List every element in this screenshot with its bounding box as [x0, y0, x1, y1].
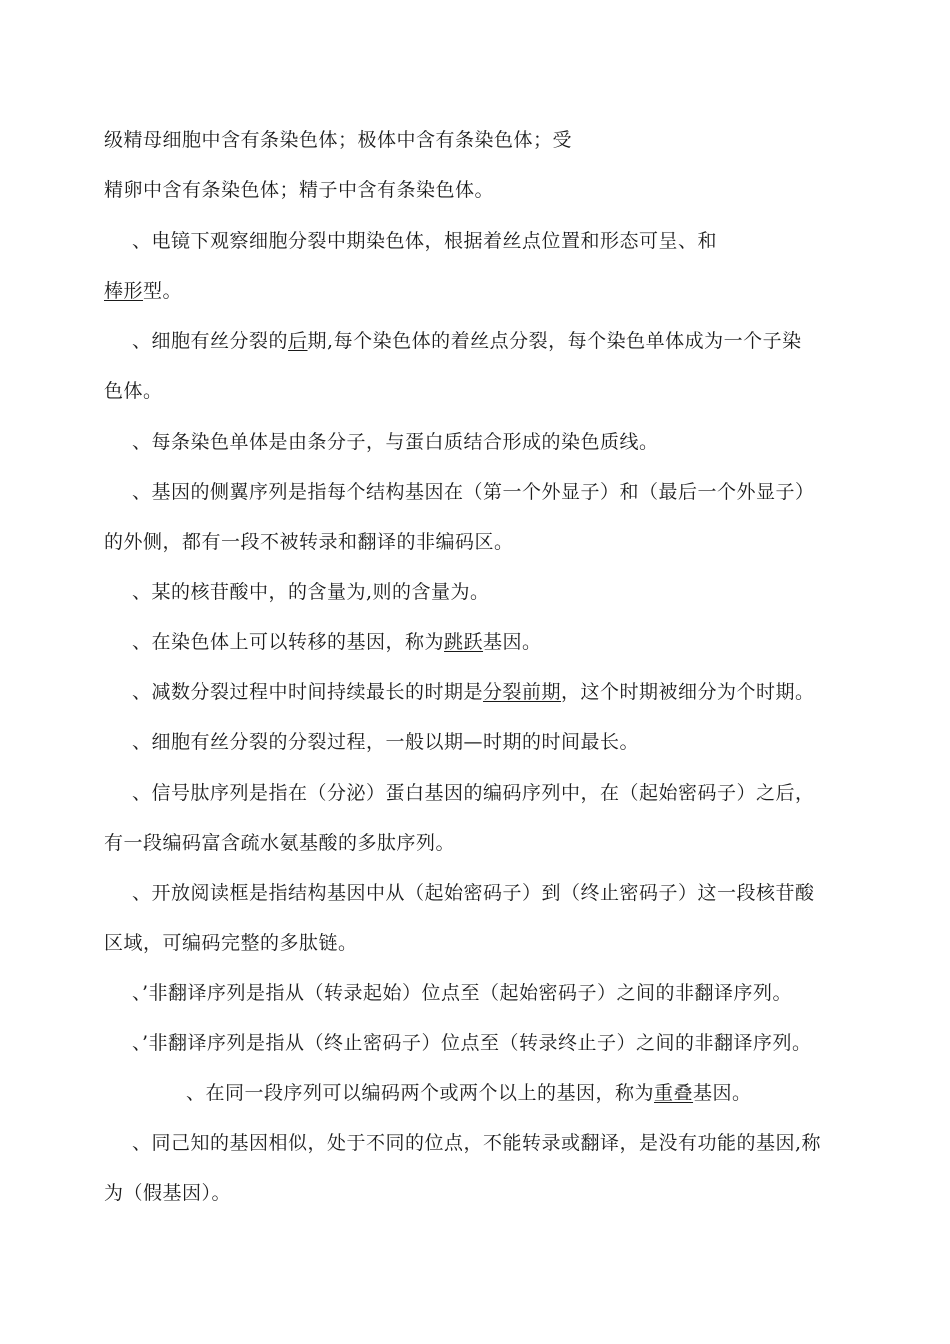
text-line-11: 、在染色体上可以转移的基因，称为跳跃基因。	[132, 631, 542, 653]
text-line-9: 的外侧，都有一段不被转录和翻译的非编码区。	[104, 531, 514, 553]
text-line-17: 区域，可编码完整的多肽链。	[104, 932, 358, 954]
text-line-3: 、电镜下观察细胞分裂中期染色体，根据着丝点位置和形态可呈、和	[132, 230, 718, 252]
text-line-8: 、基因的侧翼序列是指每个结构基因在（第一个外显子）和（最后一个外显子）	[132, 481, 815, 503]
text-line-18: 、’非翻译序列是指从（转录起始）位点至（起始密码子）之间的非翻译序列。	[132, 982, 793, 1004]
text-line-22: 为（假基因）。	[104, 1182, 232, 1204]
underlined-answer: 跳跃	[444, 631, 484, 653]
underlined-answer: 重叠	[654, 1082, 694, 1104]
text-line-12: 、减数分裂过程中时间持续最长的时期是分裂前期，这个时期被细分为个时期。	[132, 681, 815, 703]
text-line-2: 精卵中含有条染色体；精子中含有条染色体。	[104, 179, 495, 201]
text-line-10: 、某的核苷酸中，的含量为,则的含量为。	[132, 581, 490, 603]
text-line-19: 、’非翻译序列是指从（终止密码子）位点至（转录终止子）之间的非翻译序列。	[132, 1032, 812, 1054]
text-line-15: 有一段编码富含疏水氨基酸的多肽序列。	[104, 832, 456, 854]
text-line-21: 、同己知的基因相似，处于不同的位点，不能转录或翻译，是没有功能的基因,称	[132, 1132, 822, 1154]
text-line-16: 、开放阅读框是指结构基因中从（起始密码子）到（终止密码子）这一段核苷酸	[132, 882, 815, 904]
text-line-1: 级精母细胞中含有条染色体；极体中含有条染色体；受	[104, 129, 573, 151]
underlined-answer: 分裂前期	[483, 681, 562, 703]
underlined-answer: 后	[288, 330, 308, 352]
text-line-14: 、信号肽序列是指在（分泌）蛋白基因的编码序列中，在（起始密码子）之后，	[132, 782, 815, 804]
underlined-answer: 棒形	[104, 280, 144, 302]
text-line-7: 、每条染色单体是由条分子，与蛋白质结合形成的染色质线。	[132, 431, 659, 453]
text-line-20: 、在同一段序列可以编码两个或两个以上的基因，称为重叠基因。	[186, 1082, 752, 1104]
text-line-5: 、细胞有丝分裂的后期,每个染色体的着丝点分裂，每个染色单体成为一个子染	[132, 330, 802, 352]
text-line-6: 色体。	[104, 380, 163, 402]
text-line-13: 、细胞有丝分裂的分裂过程，一般以期—时期的时间最长。	[132, 731, 640, 753]
text-line-4: 棒形型。	[104, 280, 183, 302]
